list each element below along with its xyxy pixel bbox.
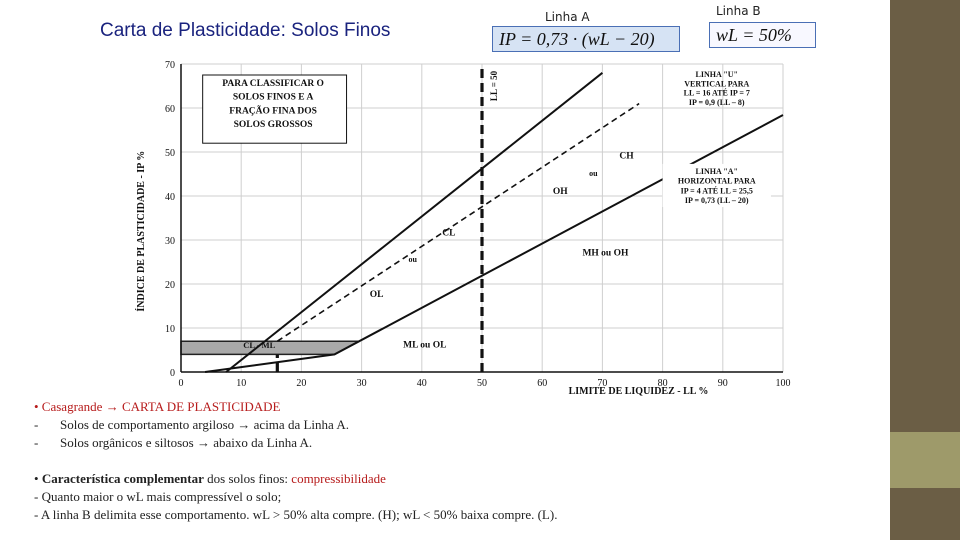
x-tick-label: 30 (356, 378, 367, 389)
y-tick-label: 60 (165, 104, 175, 115)
bullet-text-block: • Casagrande → CARTA DE PLASTICIDADE - Solos de comportamento argiloso → acima da Linha A. - Solos orgânicos e siltosos → abaixo da Linha A. • Característica complementar dos solos finos: compressibilidade - Quanto maior o wL mais compressível o solo; - A linha B delimita esse comportamento. wL > 50% alta compre. (H); wL < 50% baixa compre. (L). (34, 398, 874, 524)
bullet-casagrande: • Casagrande → CARTA DE PLASTICIDADE (34, 399, 281, 414)
x-tick-label: 40 (416, 378, 427, 389)
linha-a-label: Linha A (545, 10, 590, 24)
x-tick-label: 50 (477, 378, 487, 389)
linha-a-text: IP = 0,73 (LL – 20) (684, 196, 749, 206)
bullet-compressibilidade: compressibilidade (291, 471, 386, 486)
x-tick-label: 10 (236, 378, 247, 389)
ch-label: CH (619, 151, 634, 162)
sidebar-mid-band (890, 432, 960, 488)
mh-oh-label: MH ou OH (582, 248, 629, 259)
dash-marker: - (34, 435, 39, 450)
bullet-argiloso: Solos de comportamento argiloso → acima da Linha A. (60, 417, 349, 432)
sidebar-bottom-band (890, 488, 960, 540)
y-tick-label: 30 (165, 236, 175, 247)
ol-label: OL (369, 290, 384, 301)
x-axis-label: LIMITE DE LIQUIDEZ - LL % (568, 386, 709, 396)
cl-ml-label: CL - ML (243, 339, 276, 350)
x-tick-label: 60 (537, 378, 548, 389)
x-tick-label: 90 (717, 378, 728, 389)
linha-u-text: VERTICAL PARA (684, 79, 750, 89)
x-tick-label: 70 (597, 378, 608, 389)
dash-marker: - (34, 417, 39, 432)
bullet-linha-b: - A linha B delimita esse comportamento. wL > 50% alta compre. (H); wL < 50% baixa compre. (L). (34, 507, 558, 522)
ou-label: ou (408, 255, 417, 264)
y-tick-label: 10 (165, 324, 175, 335)
ou-label: ou (589, 169, 598, 179)
y-tick-label: 50 (165, 148, 175, 159)
x-tick-label: 0 (178, 378, 184, 389)
y-tick-label: 40 (165, 192, 175, 203)
bullet-caracteristica: Característica complementar (41, 471, 204, 486)
linha-u-text: IP = 0,9 (LL – 8) (688, 97, 745, 107)
linha-a-text: HORIZONTAL PARA (677, 176, 756, 186)
x-tick-label: 100 (775, 378, 791, 389)
y-tick-label: 0 (170, 368, 175, 379)
y-axis-label: ÍNDICE DE PLASTICIDADE - IP % (136, 150, 147, 312)
classificar-text: SOLOS GROSSOS (233, 119, 313, 130)
bullet-solos-finos: dos solos finos: (203, 471, 292, 486)
oh-label: OH (552, 186, 568, 197)
x-tick-label: 80 (657, 378, 668, 389)
formula-linha-a: IP = 0,73 · (wL − 20) (492, 26, 680, 52)
linha-u-text: LINHA "U" (695, 70, 739, 80)
linha-u-text: LL = 16 ATÉ IP = 7 (683, 88, 750, 98)
classificar-text: FRAÇÃO FINA DOS (229, 106, 317, 117)
sidebar-top-band (890, 0, 960, 432)
y-tick-label: 70 (165, 60, 175, 71)
ll50-label: LL = 50 (489, 70, 500, 102)
plasticity-chart (130, 56, 800, 396)
x-tick-label: 20 (296, 378, 307, 389)
ml-ol-label: ML ou OL (403, 340, 447, 351)
bullet-organicos: Solos orgânicos e siltosos → abaixo da Linha A. (60, 435, 313, 450)
y-tick-label: 20 (165, 280, 175, 291)
linha-a-text: LINHA "A" (695, 167, 739, 176)
cl-label: CL (442, 228, 456, 239)
classificar-text: PARA CLASSIFICAR O (222, 79, 324, 89)
classificar-text: SOLOS FINOS E A (232, 92, 314, 103)
slide-title: Carta de Plasticidade: Solos Finos (100, 20, 391, 41)
linha-b-label: Linha B (716, 4, 761, 18)
bullet-quanto-maior: - Quanto maior o wL mais compressível o solo; (34, 489, 282, 504)
formula-linha-b: wL = 50% (709, 22, 816, 48)
linha-a-text: IP = 4 ATÉ LL = 25,5 (680, 186, 753, 196)
